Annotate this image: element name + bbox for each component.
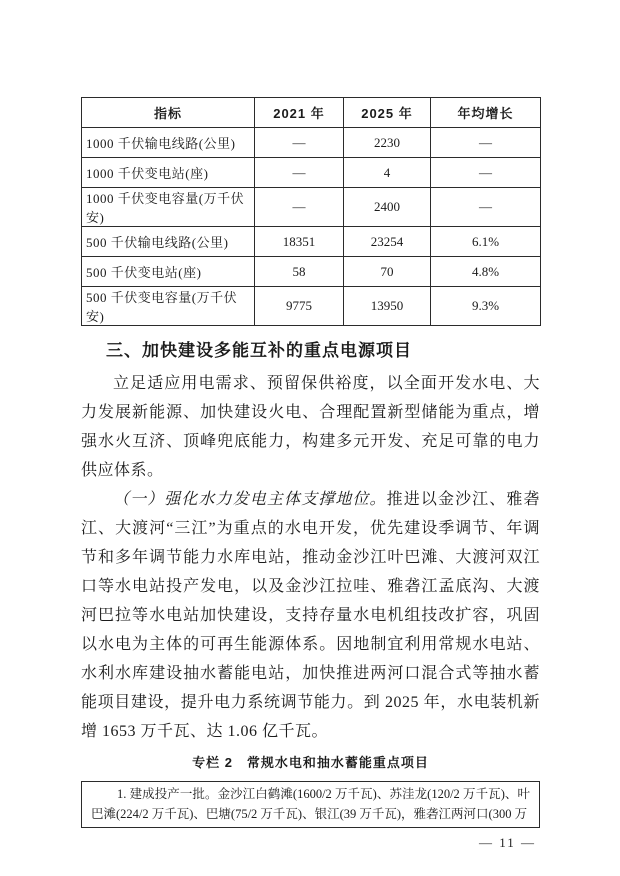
table-row xyxy=(82,287,541,326)
paragraph-2-body: 推进以金沙江、雅砻江、大渡河“三江”为重点的水电开发，优先建设季调节、年调节和多年调节能力水库电站，推动金沙江叶巴滩、大渡河双江口等水电站投产发电，以及金沙江拉哇、雅砻江孟底沟、大渡河巴拉等水电站加快建设，支持存量水电机组技改扩容，巩固以水电为主体的可再生能源体系。因地制宜利用常规水电站、水利水库建设抽水蓄能电站，加快推进两河口混合式等抽水蓄能项目建设，提升电力系统调节能力。到 2025 年，水电装机新增 1653 万千瓦、达 1.06 亿千瓦。 xyxy=(81,491,540,740)
cell-indicator: 1000 千伏输电线路(公里) xyxy=(82,128,255,158)
indicators-table xyxy=(81,97,541,326)
cell-growth: 9.3% xyxy=(431,287,541,326)
table-row xyxy=(82,128,541,158)
page-content xyxy=(81,97,540,851)
section-heading: 三、加快建设多能互补的重点电源项目 xyxy=(106,341,412,360)
cell-2021: — xyxy=(255,158,344,188)
cell-growth: — xyxy=(431,188,541,227)
cell-2025: 2230 xyxy=(344,128,431,158)
cell-2025: 4 xyxy=(344,158,431,188)
cell-2021: 9775 xyxy=(255,287,344,326)
col-header-indicator: 指标 xyxy=(82,98,255,128)
col-header-2025: 2025 年 xyxy=(344,98,431,128)
cell-2021: — xyxy=(255,188,344,227)
paragraph-2 xyxy=(81,485,540,746)
cell-2025: 13950 xyxy=(344,287,431,326)
table-row xyxy=(82,158,541,188)
page-number: — 11 — xyxy=(478,835,536,850)
cell-2025: 23254 xyxy=(344,227,431,257)
cell-indicator: 500 千伏变电站(座) xyxy=(82,257,255,287)
cell-growth: — xyxy=(431,158,541,188)
column-box xyxy=(81,781,540,828)
column-box-content: 1. 建成投产一批。金沙江白鹤滩(1600/2 万千瓦)、苏洼龙(120/2 万千瓦)、叶巴滩(224/2 万千瓦)、巴塘(75/2 万千瓦)、银江(39 万千瓦)，雅砻江两河口(300 万 xyxy=(91,787,530,821)
cell-2021: — xyxy=(255,128,344,158)
cell-2021: 58 xyxy=(255,257,344,287)
table-row xyxy=(82,188,541,227)
cell-indicator: 1000 千伏变电站(座) xyxy=(82,158,255,188)
cell-indicator: 500 千伏输电线路(公里) xyxy=(82,227,255,257)
col-header-growth: 年均增长 xyxy=(431,98,541,128)
cell-2025: 70 xyxy=(344,257,431,287)
table-header-row xyxy=(82,98,541,128)
table-row xyxy=(82,257,541,287)
cell-2021: 18351 xyxy=(255,227,344,257)
paragraph-1: 立足适应用电需求、预留保供裕度，以全面开发水电、大力发展新能源、加快建设火电、合理配置新型储能为重点，增强水火互济、顶峰兜底能力，构建多元开发、充足可靠的电力供应体系。 xyxy=(81,375,540,479)
col-header-2021: 2021 年 xyxy=(255,98,344,128)
cell-growth: — xyxy=(431,128,541,158)
cell-indicator: 500 千伏变电容量(万千伏安) xyxy=(82,287,255,326)
cell-2025: 2400 xyxy=(344,188,431,227)
cell-growth: 6.1% xyxy=(431,227,541,257)
cell-growth: 4.8% xyxy=(431,257,541,287)
column-box-title: 专栏 2 常规水电和抽水蓄能重点项目 xyxy=(192,755,429,770)
paragraph-2-lead: （一）强化水力发电主体支撑地位。 xyxy=(113,491,387,508)
cell-indicator: 1000 千伏变电容量(万千伏安) xyxy=(82,188,255,227)
table-row xyxy=(82,227,541,257)
